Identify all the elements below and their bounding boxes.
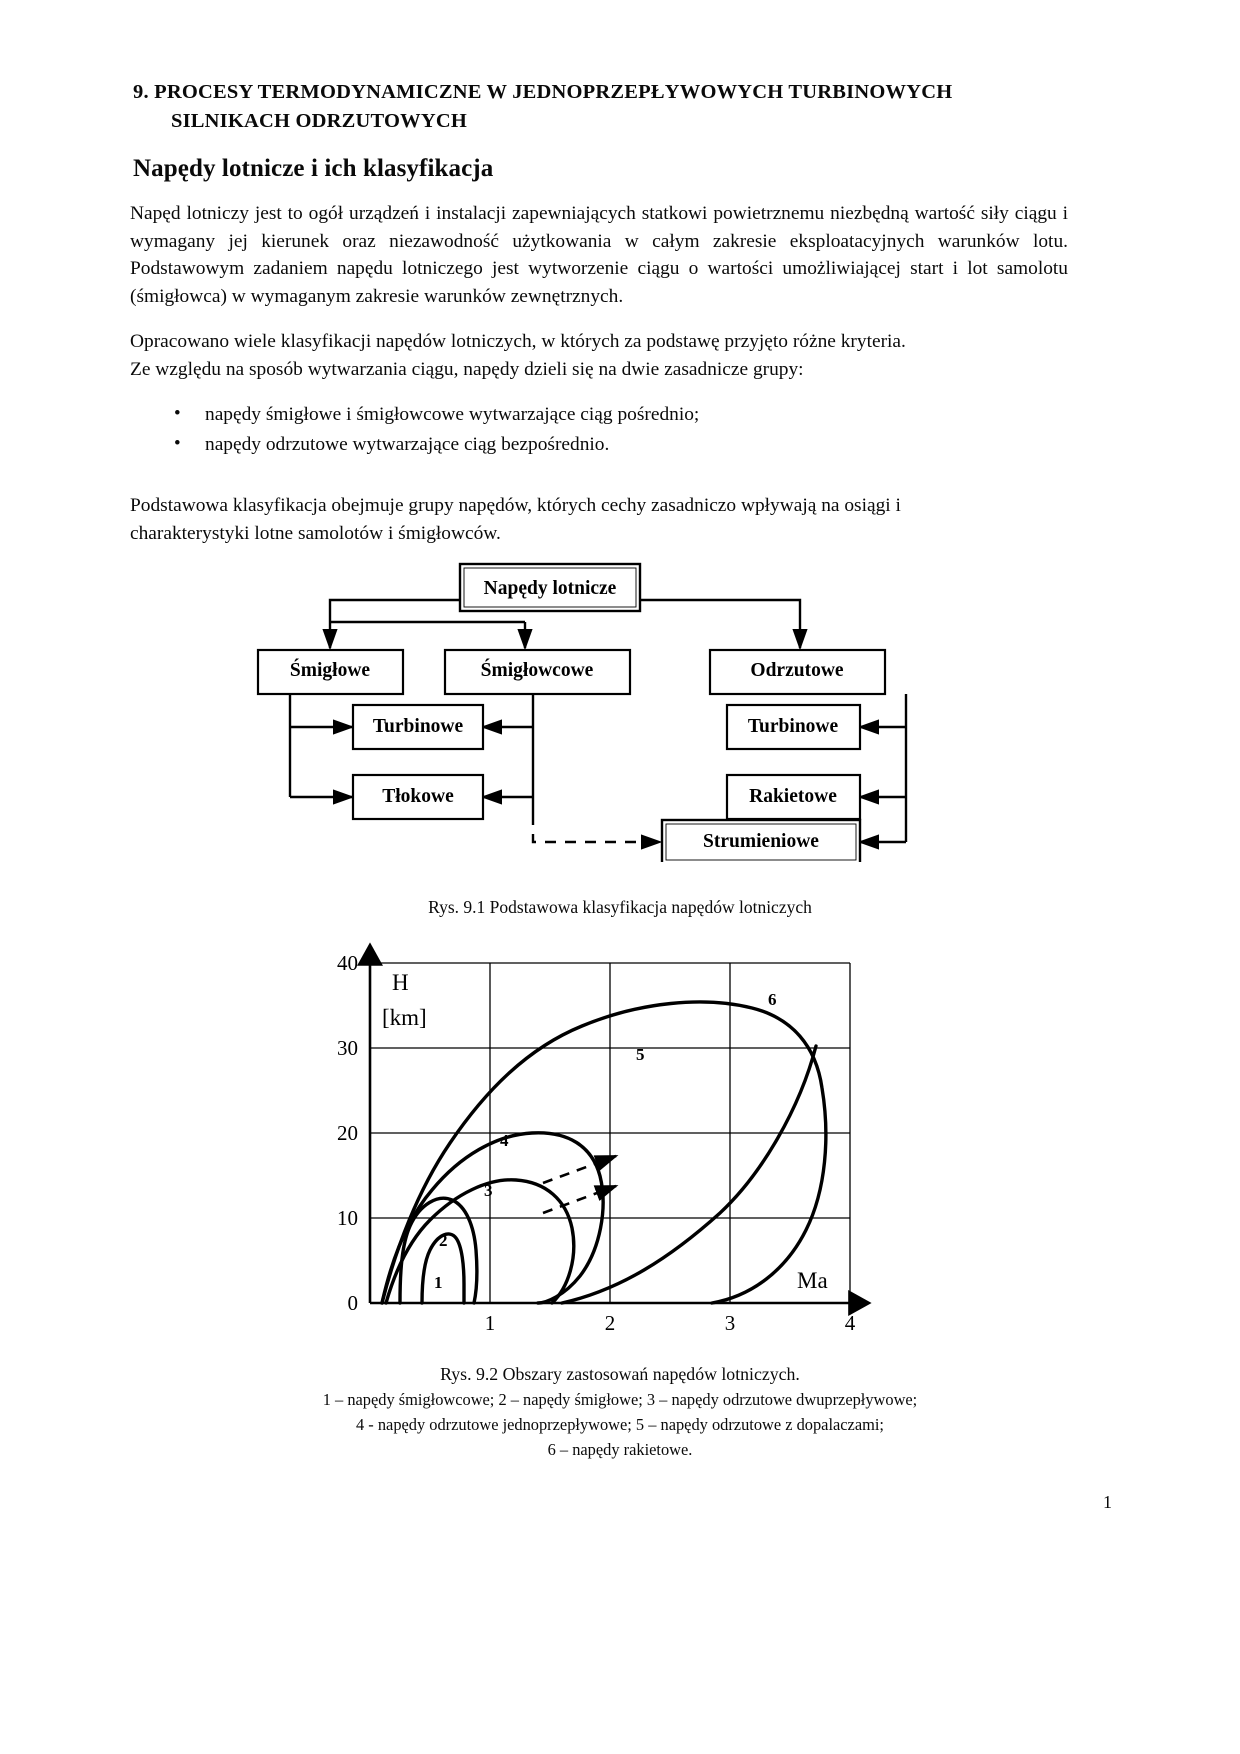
x-tick-label: 2 xyxy=(604,1311,616,1335)
figure-9-2-legend-line-3: 6 – napędy rakietowe. xyxy=(547,1440,693,1459)
y-tick-label: 40 xyxy=(337,951,358,975)
paragraph-classification-line-1: Opracowano wiele klasyfikacji napędów lotniczych, w których za podstawę przyjęto różne kryteria. xyxy=(130,331,906,352)
flow-node-label: Turbinowe xyxy=(747,716,839,737)
paragraph-basic-classification xyxy=(130,492,1068,547)
curve-label-3: 3 xyxy=(484,1181,493,1200)
paragraph-basic-classification-line-1: Podstawowa klasyfikacja obejmuje grupy napędów, których cechy zasadniczo wpływają na osiągi i xyxy=(130,495,901,516)
chart-annotation-arrows xyxy=(543,1156,616,1213)
flow-node-strumieniowe[interactable] xyxy=(662,820,860,862)
chapter-title-line-1: 9. PROCESY TERMODYNAMICZNE W JEDNOPRZEPŁYWOWYCH TURBINOWYCH xyxy=(133,81,953,103)
flow-node-rakietowe[interactable] xyxy=(727,775,860,819)
curve-label-5: 5 xyxy=(636,1045,645,1064)
y-tick-label: 30 xyxy=(337,1036,358,1060)
annotation-arrow-upper xyxy=(543,1156,616,1183)
flow-node-napedy-lotnicze[interactable] xyxy=(460,564,640,611)
flow-node-label: Turbinowe xyxy=(372,716,464,737)
x-tick-label: 4 xyxy=(844,1311,856,1335)
chapter-title xyxy=(133,78,1063,136)
list-item: • napędy śmigłowe i śmigłowcowe wytwarzające ciąg pośrednio; xyxy=(168,400,1048,430)
flow-node-label: Strumieniowe xyxy=(703,831,819,852)
figure-9-2-caption-title: Rys. 9.2 Obszary zastosowań napędów lotniczych. xyxy=(440,1364,800,1384)
figure-9-2-legend-line-1: 1 – napędy śmigłowcowe; 2 – napędy śmigłowe; 3 – napędy odrzutowe dwuprzepływowe; xyxy=(322,1390,918,1409)
paragraph-classification-line-2: Ze względu na sposób wytwarzania ciągu, napędy dzieli się na dwie zasadnicze grupy: xyxy=(130,358,804,380)
flow-node-label: Rakietowe xyxy=(749,786,837,807)
y-axis-label-km: [km] xyxy=(382,1005,427,1030)
figure-9-2-chart xyxy=(300,928,920,1348)
figure-9-1-caption: Rys. 9.1 Podstawowa klasyfikacja napędów lotniczych xyxy=(428,897,812,917)
paragraph-basic-classification-line-2: charakterystyki lotne samolotów i śmigłowców. xyxy=(130,522,501,544)
figure-9-2-legend-line-2: 4 - napędy odrzutowe jednoprzepływowe; 5 – napędy odrzutowe z dopalaczami; xyxy=(356,1415,884,1434)
flow-node-odrzutowe[interactable] xyxy=(710,650,885,694)
curve-label-2: 2 xyxy=(439,1231,448,1250)
flow-node-turbinowe-right[interactable] xyxy=(727,705,860,749)
x-tick-label: 1 xyxy=(484,1311,496,1335)
flow-node-label: Odrzutowe xyxy=(750,660,844,681)
flow-node-label: Napędy lotnicze xyxy=(483,578,617,599)
chart-x-tick-labels xyxy=(485,1311,856,1335)
y-axis-label-h: H xyxy=(392,970,409,995)
flow-node-smiglowe[interactable] xyxy=(258,650,403,694)
chart-gridlines xyxy=(370,963,850,1303)
curve-3 xyxy=(386,1180,574,1303)
chapter-title-line-2: SILNIKACH ODRZUTOWYCH xyxy=(171,110,467,133)
annotation-arrow-lower xyxy=(543,1186,616,1213)
y-tick-label: 10 xyxy=(337,1206,358,1230)
flow-node-smiglowcowe[interactable] xyxy=(445,650,630,694)
curve-label-4: 4 xyxy=(500,1131,509,1150)
curve-5 xyxy=(382,1002,826,1303)
flow-node-label: Tłokowe xyxy=(382,786,454,807)
flow-node-tlokowe[interactable] xyxy=(353,775,483,819)
chart-curve-labels xyxy=(434,990,777,1292)
x-axis-label: Ma xyxy=(797,1268,828,1293)
page-number: 1 xyxy=(1103,1492,1112,1512)
figure-9-2-legend xyxy=(0,1387,1240,1462)
flow-node-turbinowe-left[interactable] xyxy=(353,705,483,749)
paragraph-intro: Napęd lotniczy jest to ogół urządzeń i instalacji zapewniających statkowi powietrznemu niezbędną wartość siły ciągu i wymagany jej kierunek oraz niezawodność użytkowania w całym zakresie eksploatacyjnych warunków lotu. Podstawowym zadaniem napędu lotniczego jest wytworzenie ciągu o wartości umożliwiającej start i lot samolotu (śmigłowca) w wymaganym zakresie warunków zewnętrznych. xyxy=(130,203,1068,307)
chart-y-tick-labels xyxy=(337,951,358,1315)
curve-label-1: 1 xyxy=(434,1273,443,1292)
figure-9-1-flowchart xyxy=(255,552,955,862)
y-tick-label: 20 xyxy=(337,1121,358,1145)
paragraph-classification xyxy=(130,328,1068,383)
y-tick-label: 0 xyxy=(347,1291,358,1315)
propulsion-groups-list xyxy=(168,400,1048,460)
section-heading: Napędy lotnicze i ich klasyfikacja xyxy=(133,155,494,182)
curve-label-6: 6 xyxy=(768,990,777,1009)
flow-node-label: Śmigłowcowe xyxy=(480,660,594,681)
list-item: • napędy odrzutowe wytwarzające ciąg bezpośrednio. xyxy=(168,430,1048,460)
chart-curves xyxy=(382,1002,826,1303)
x-tick-label: 3 xyxy=(724,1311,736,1335)
flow-node-label: Śmigłowe xyxy=(289,660,371,681)
